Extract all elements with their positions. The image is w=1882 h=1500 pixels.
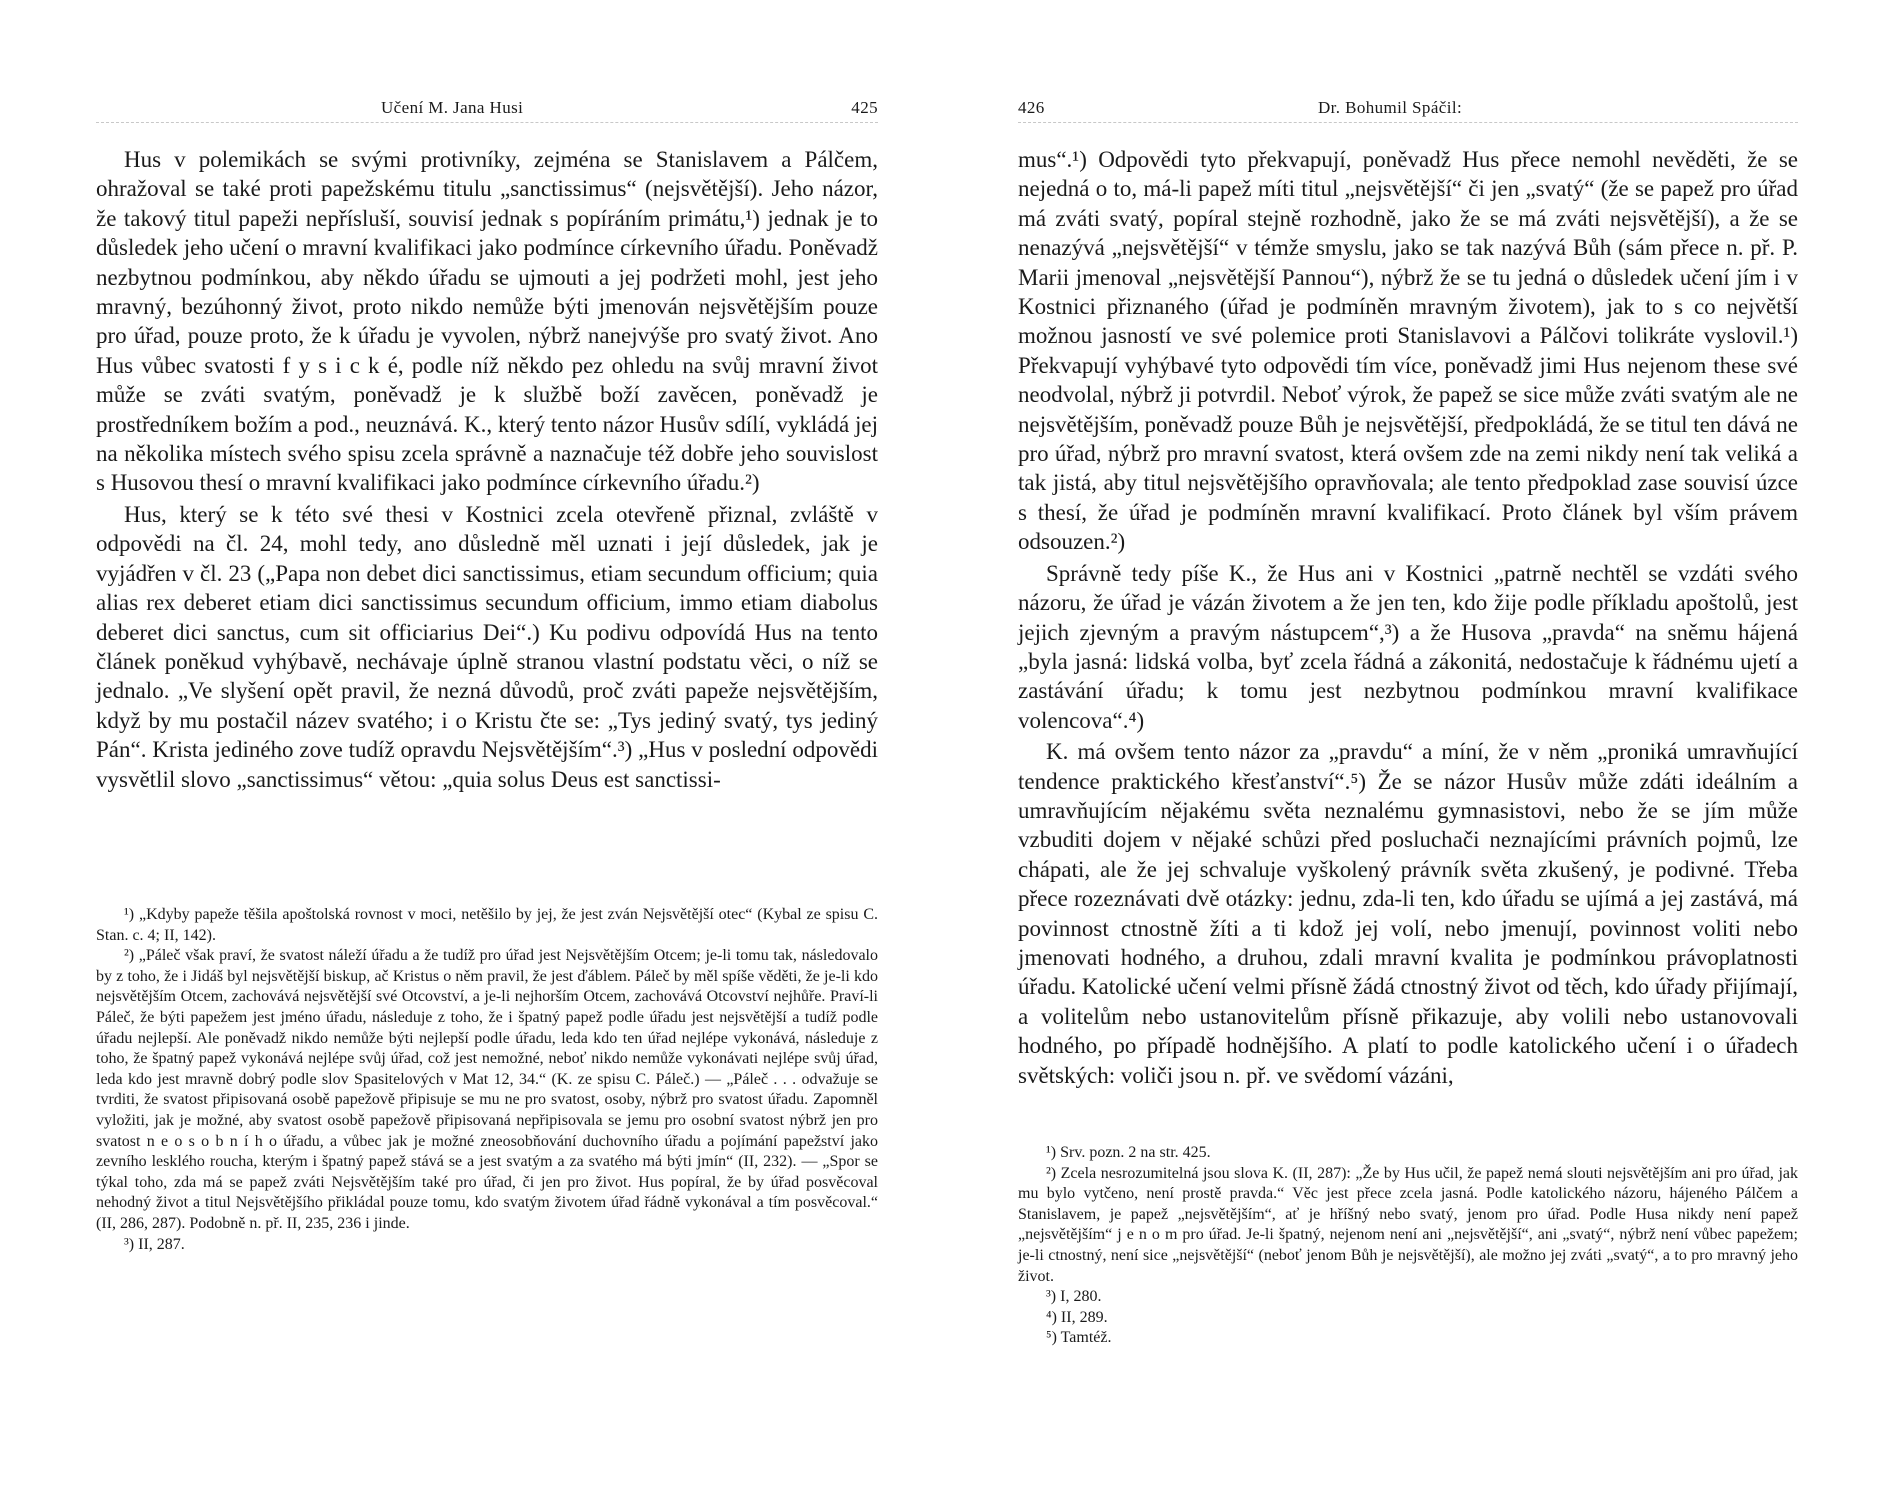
- footnote: ¹) Srv. pozn. 2 na str. 425.: [1046, 1144, 1211, 1161]
- main-text-left: [96, 145, 878, 794]
- running-header-left: [96, 96, 878, 123]
- running-title-left: Učení M. Jana Husi: [381, 98, 524, 117]
- footnote: ¹) „Kdyby papeže těšila apoštolská rovnost v moci, netěšilo by jej, že jest zván Nejsvětější otec“ (Kybal ze spisu C. Stan. c. 4; II, 142).: [96, 906, 878, 944]
- footnotes-left: [96, 905, 878, 1255]
- footnote: ⁴) II, 289.: [1046, 1308, 1108, 1326]
- footnote: ⁵) Tamtéž.: [1046, 1329, 1112, 1347]
- footnote: ²) Zcela nesrozumitelná jsou slova K. (II, 287): „Že by Hus učil, že papež nemá slouti nejsvětějším ani pro úřad, jak mu bylo vytčeno, není prostě pravda.“ Věc jest přece zcela jasná. Podle katolického názoru, hájeného Pálčem a Stanislavem, je papež „nejsvětějším“, ať je hříšný nebo svatý, jenom pro úřad. Podle Husa nikdy není papež „nejsvětějším“ j e n o m pro úřad. Je-li špatný, nejenom není ani „nejsvětější“, ani „svatý“, nýbrž není vůbec papežem; je-li ctnostný, není sice „nejsvětější“ (neboť jenom Bůh je nejsvětější), ale možno jej zváti „svatý“, a to pro mravný jeho život.: [1018, 1164, 1798, 1285]
- footnotes-right: [1018, 1143, 1798, 1349]
- paragraph: Hus, který se k této své thesi v Kostnici zcela otevřeně přiznal, zvláště v odpovědi na čl. 24, mohl tedy, ano důsledně měl uznati i její důsledek, jak je vyjádřen v čl. 23 („Papa non debet dici sanctissimus, etiam secundum officium; quia alias rex deberet etiam dici sanctissimus secundum officium, immo etiam diabolus deberet dici sanctus, cum sit officiarius Dei“.) Ku podivu odpovídá Hus na tento článek poněkud vyhýbavě, nechávaje úplně stranou vlastní podstatu věci, o níž se jednalo. „Ve slyšení opět pravil, že nezná důvodů, proč zváti papeže nejsvětějším, když by mu postačil název svatého; i o Kristu čte se: „Tys jediný svatý, tys jediný Pán“. Krista jediného zove tudíž opravdu Nejsvětějším“.³) „Hus v poslední odpovědi vysvětlil slovo „sanctissimus“ větou: „quia solus Deus est sanctissi-: [96, 501, 878, 792]
- paragraph: mus“.¹) Odpovědi tyto překvapují, poněvadž Hus přece nemohl nevěděti, že se nejedná o to, má-li papež míti titul „nejsvětější“ či jen „svatý“ (že se papež pro úřad má zváti svatý, popíral stejně rozhodně, jako že se má zváti nejsvětější), a že se nenazývá „nejsvětější“ v témže smyslu, jako se tak nazývá Bůh (sám přece n. př. P. Marii jmenoval „nejsvětější Pannou“), nýbrž že se tu jedná o důsledek učení jím i v Kostnici přiznaného (úřad je podmíněn mravným životem), jak to s co největší možnou jasností ve své polemice proti Stanislavovi a Pálčovi tolikráte vyslovil.¹) Překvapují vyhýbavé tyto odpovědi tím více, poněvadž jimi Hus nejenom these své neodvolal, nýbrž ji potvrdil. Neboť výrok, že papež se sice může zváti svatým ale ne nejsvětějším, poněvadž pouze Bůh je nejsvětější, předpokládá, že se titul ten dává ne pro úřad, nýbrž pro mravní svatost, která ovšem zde na zemi nikdy není tak veliká a tak jistá, aby titul nejsvětějšího opravňovala; ale tento předpoklad zase souvisí úzce s thesí, že úřad je podmíněn mravní kvalifikací. Proto článek byl vším právem odsouzen.²): [1018, 147, 1798, 555]
- right-page: [1018, 0, 1798, 1500]
- footnote: ³) I, 280.: [1046, 1288, 1102, 1306]
- page-number-right: 426: [1018, 98, 1045, 117]
- paragraph: Hus v polemikách se svými protivníky, zejména se Stanislavem a Pálčem, ohražoval se také proti papežskému titulu „sanctissimus“ (nejsvětější). Jeho názor, že takový titul papeži nepřísluší, souvisí jednak s popíráním primátu,¹) jednak je to důsledek jeho učení o mravní kvalifikaci jako podmínce církevního úřadu. Poněvadž nezbytnou podmínkou, aby někdo úřadu se ujmouti a jej podržeti mohl, jest jeho mravný, bezúhonný život, proto nikdo nemůže býti jmenován nejsvětějším pouze pro úřad, pouze proto, že k úřadu je vyvolen, nýbrž nanejvýše pro svatý život. Ano Hus vůbec svatosti f y s i c k é, podle níž někdo pez ohledu na svůj mravní život může se zváti svatým, poněvadž je k službě boží zavěcen, poněvadž je prostředníkem božím a pod., neuznává. K., který tento názor Husův sdílí, vykládá jej na několika místech svého spisu zcela správně a naznačuje též dobře jeho souvislost s Husovou thesí o mravní kvalifikaci jako podmínce církevního úřadu.²): [96, 147, 878, 496]
- paragraph: Správně tedy píše K., že Hus ani v Kostnici „patrně nechtěl se vzdáti svého názoru, že úřad je vázán životem a že jen ten, kdo žije podle příkladu apoštolů, jest jejich zjevným a pravým nástupcem“,³) a že Husova „pravda“ na sněmu hájená „byla jasná: lidská volba, byť zcela řádná a zákonitá, nedostačuje k řádnému ujetí a zastávání úřadu; k tomu jest nezbytnou podmínkou mravní kvalifikace volencova“.⁴): [1018, 560, 1798, 733]
- page-number-left: 425: [851, 98, 878, 117]
- paragraph: K. má ovšem tento názor za „pravdu“ a míní, že v něm „proniká umravňující tendence praktického křesťanství“.⁵) Že se názor Husův může zdáti ideálním a umravňujícím nějakému světa neznalému gymnasistovi, nebo že se jím může vzbuditi dojem v nějaké schůzi před posluchači neznajícími právních pojmů, lze chápati, ale že jej schvaluje vyškolený právník světa zkušený, je podivné. Třeba přece rozeznávati dvě otázky: jednu, zda-li ten, kdo úřadu se ujímá a jej zastává, má povinnost ctnostně žíti a ti kdož jej volí, nebo jmenují, povinnost voliti nebo jmenovati hodného, a druhou, zdali mravní kvalita je podmínkou právoplatnosti úřadu. Katolické učení velmi přísně žádá ctnostný život od těch, kdo úřady přijímají, a volitelům nebo ustanovitelům přísně přikazuje, aby volili nebo ustanovovali hodného, po případě hodnějšího. A platí to podle katolického učení i o úřadech světských: voliči jsou n. př. ve svědomí vázáni,: [1018, 739, 1798, 1088]
- main-text-right: [1018, 145, 1798, 1090]
- left-page: [96, 0, 878, 1500]
- running-title-right: Dr. Bohumil Spáčil:: [1318, 98, 1463, 117]
- running-header-right: [1018, 96, 1798, 123]
- footnote: ³) II, 287.: [124, 1235, 185, 1253]
- footnote: ²) „Páleč však praví, že svatost náleží úřadu a že tudíž pro úřad jest Nejsvětějším Otcem; je-li tomu tak, následovalo by z toho, že i Jidáš byl nejsvětější biskup, ač Kristus o něm pravil, že jest ďáblem. Páleč by měl spíše věděti, že je-li kdo nejsvětějším Otcem, zachovává nejsvětější své Otcovství, a je-li nejhorším Otcem, zachovává Otcovství nejhůře. Praví-li Páleč, že býti papežem jest jméno úřadu, následuje z toho, že i špatný papež podle úřadu jest nejsvětější a tudíž podle úřadu nejlepší. Ale poněvadž nikdo nemůže býti nejlepší podle úřadu, leda kdo ten úřad nejlépe vykonává, následuje z toho, že špatný papež vykonává nejlépe svůj úřad, což jest nemožné, neboť nikdo nemůže vykonávati nejlépe svůj úřad, leda kdo jest mravně dobrý podle slov Spasitelových v Mat 12, 34.“ (K. ze spisu C. Páleč.) — „Páleč . . . odvažuje se tvrditi, že svatost připisovaná osobě papežově připisuje se mu ne pro svatost, osoby, nýbrž pro svatost úřadu. Zapomněl vyložiti, jak je možné, aby svatost osobě papežově připisovaná nepřipisovala se jemu pro osobní svatost nýbrž jen pro svatost n e o s o b n í h o úřadu, a vůbec jak je možné zneosobňování duchovního úřadu a pojímání papežství jako zevního lesklého roucha, kterým i špatný papež stává se a jest svatým a za svatého má býti jmín“ (II, 232). — „Spor se týkal toho, zda má se papež zváti Nejsvětějším také pro úřad, či jen pro život. Hus popíral, že by úřad posvěcoval nehodný život a titul Nejsvětějšího přikládal pouze tomu, kdo svatým životem úřad řádně vykonával a tím posvěcoval.“ (II, 286, 287). Podobně n. př. II, 235, 236 i jinde.: [96, 947, 878, 1232]
